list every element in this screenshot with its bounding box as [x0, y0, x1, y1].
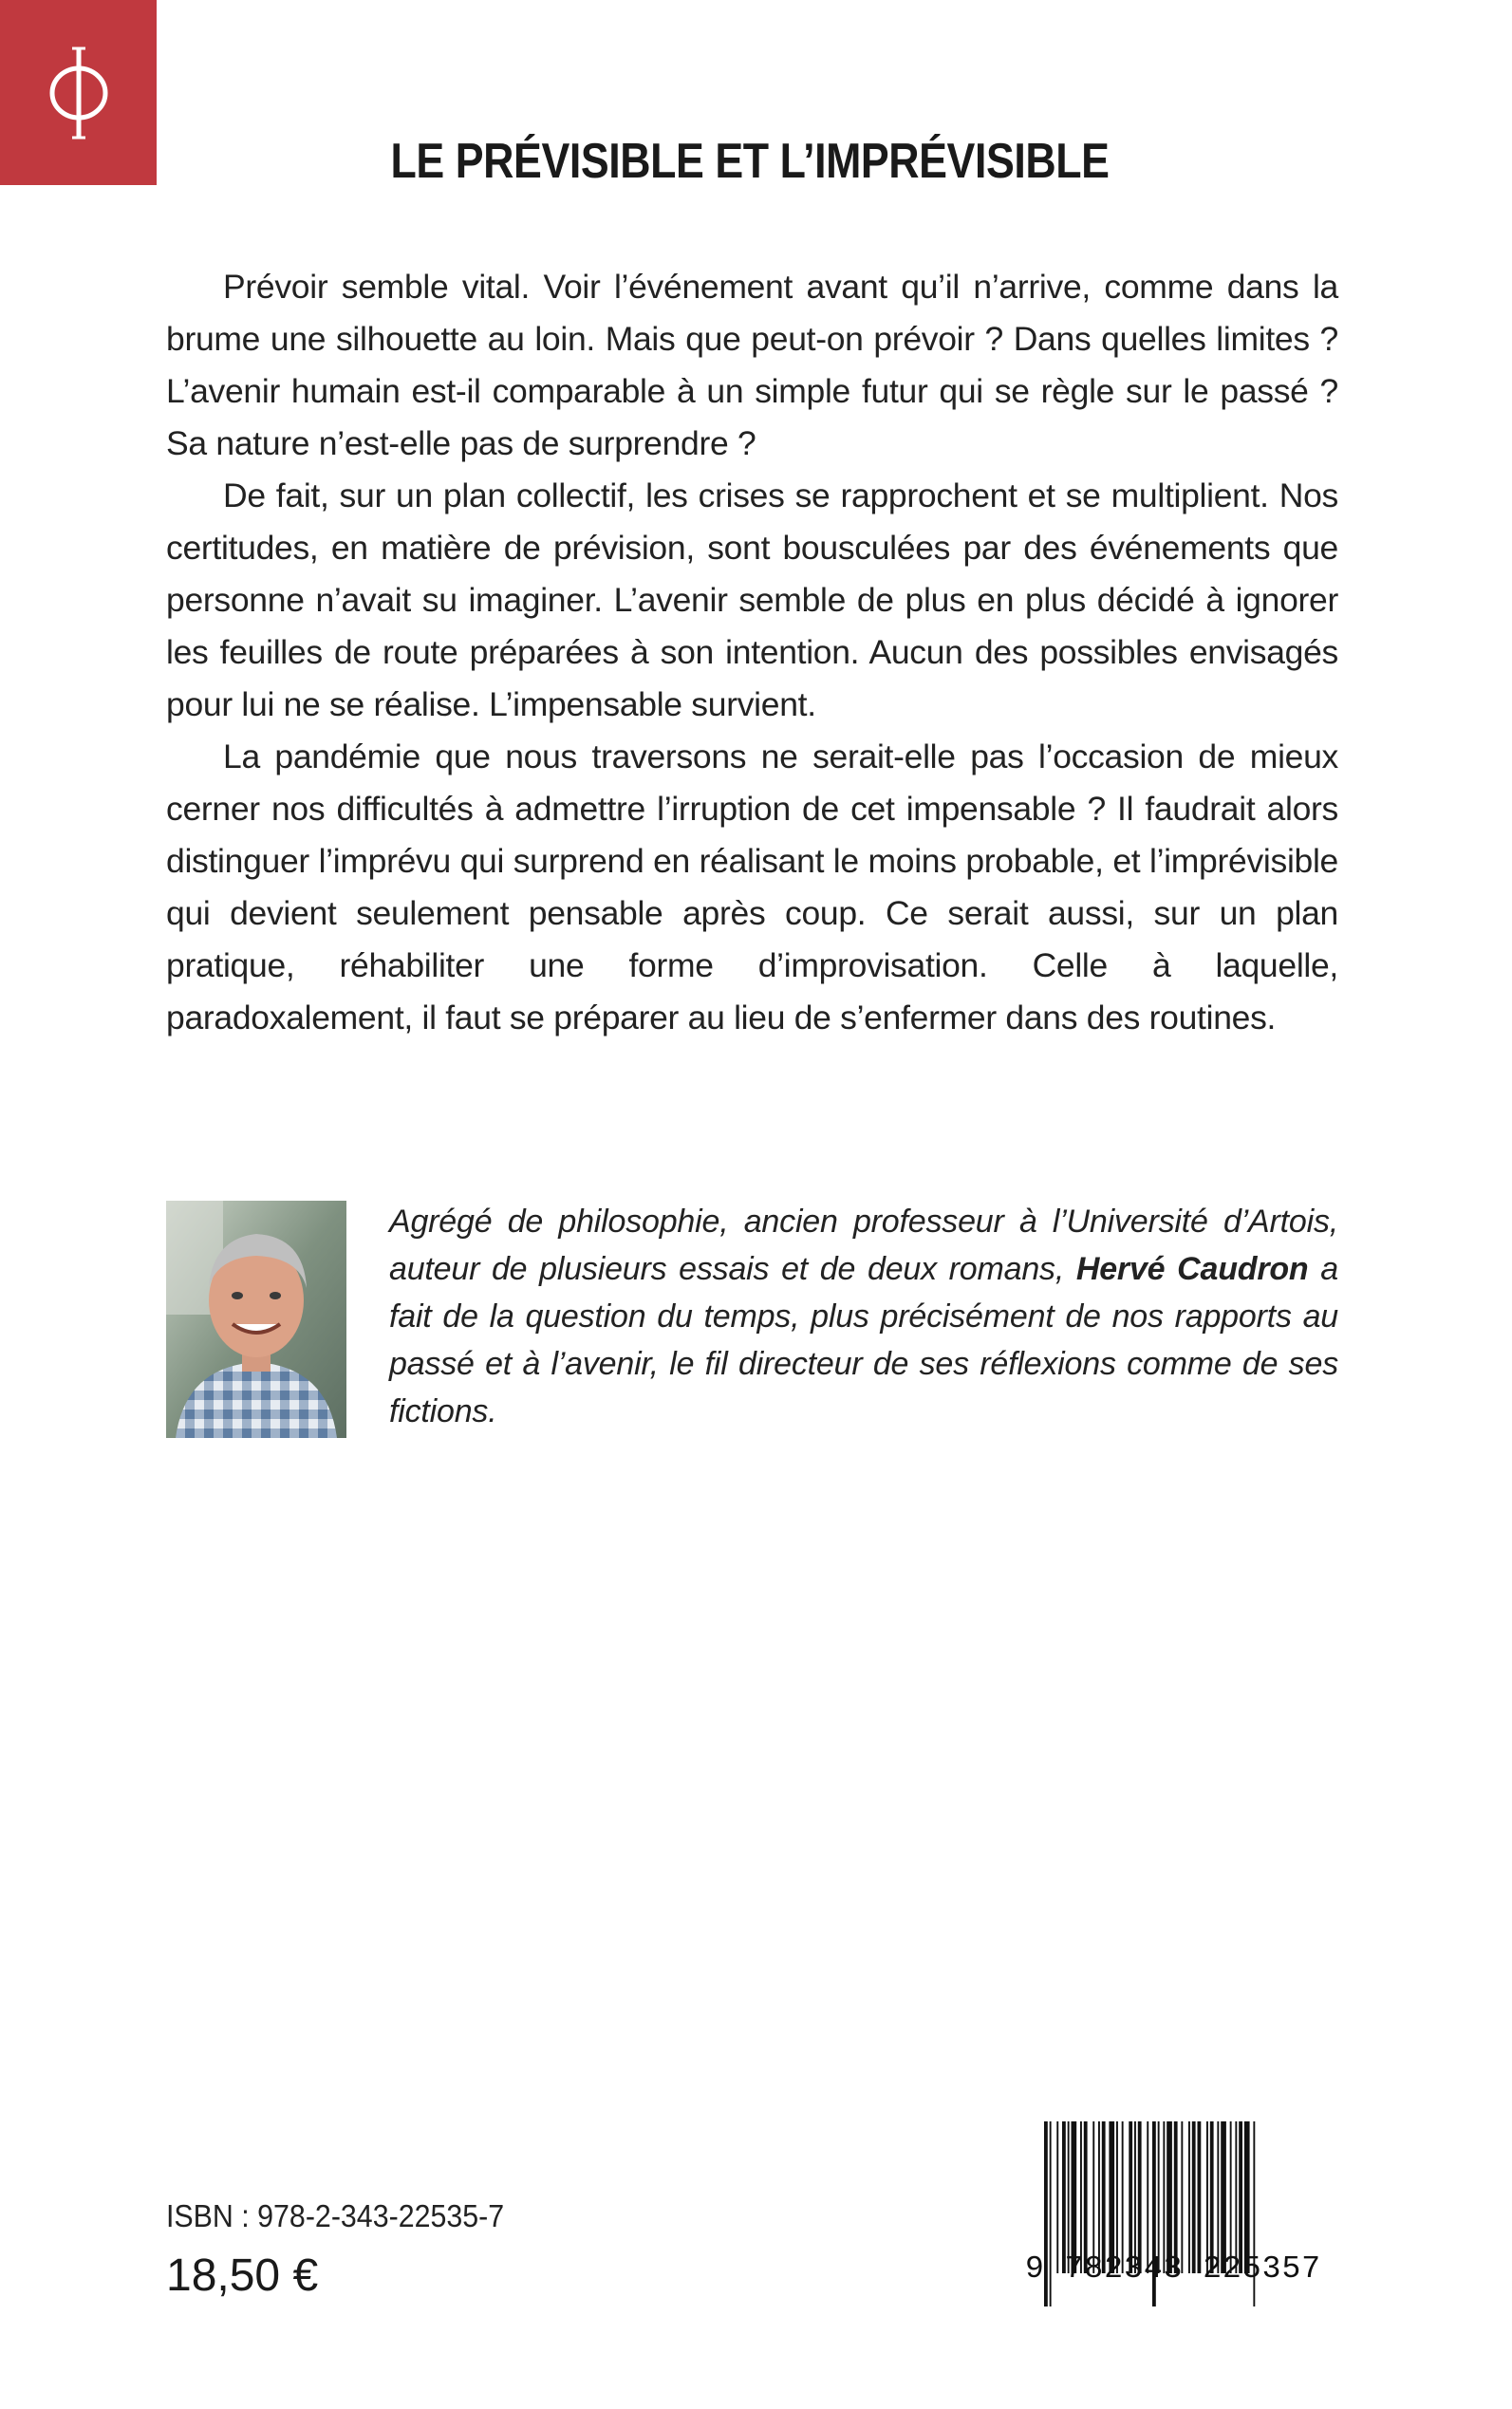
barcode-bar — [1167, 2121, 1172, 2273]
book-title: LE PRÉVISIBLE ET L’IMPRÉVISIBLE — [390, 134, 1110, 189]
barcode-bar — [1206, 2121, 1208, 2273]
barcode-bar — [1235, 2121, 1237, 2273]
barcode-bar — [1134, 2121, 1136, 2273]
barcode-bar — [1158, 2121, 1160, 2273]
barcode-bar — [1102, 2121, 1106, 2273]
barcode-bar — [1163, 2121, 1165, 2273]
barcode-bar — [1056, 2121, 1058, 2273]
barcode-bar — [1210, 2121, 1214, 2273]
author-bio-intro: Agrégé de philosophie, ancien professeur à l’Université d’Artois, auteur de plusieurs essais et de deux romans, — [389, 1204, 1338, 1287]
author-portrait-photo — [166, 1201, 346, 1438]
barcode-bar — [1192, 2121, 1196, 2273]
barcode-bar — [1230, 2121, 1232, 2273]
isbn-label: ISBN : 978-2-343-22535-7 — [166, 2198, 505, 2233]
back-cover-blurb — [166, 261, 1338, 1044]
barcode-bar — [1174, 2121, 1178, 2273]
barcode-bar — [1188, 2121, 1190, 2273]
barcode-bar — [1072, 2121, 1077, 2273]
barcode-bar — [1068, 2121, 1070, 2273]
phi-symbol-icon — [41, 41, 117, 145]
barcode-bar — [1116, 2121, 1118, 2273]
barcode-bar — [1221, 2121, 1226, 2273]
barcode-bar — [1092, 2121, 1094, 2273]
barcode-bar — [1080, 2121, 1082, 2273]
author-name: Hervé Caudron — [1075, 1251, 1309, 1287]
barcode-bar — [1138, 2121, 1142, 2273]
barcode-bar — [1062, 2121, 1066, 2273]
blurb-paragraph-2: De fait, sur un plan collectif, les crises se rapprochent et se multiplient. Nos certitudes, en matière de prévision, sont bousculées par des événements que personne n’avait su imaginer. L’avenir semble de plus en plus décidé à ignorer les feuilles de route préparées à son intention. Aucun des possibles envisagés pour lui ne se réalise. L’impensable survient. — [166, 476, 1338, 723]
barcode-bar — [1198, 2121, 1202, 2273]
barcode-bar — [1084, 2121, 1088, 2273]
price-label: 18,50 € — [166, 2250, 319, 2301]
barcode-bar — [1109, 2121, 1114, 2273]
barcode-bar — [1239, 2121, 1242, 2273]
barcode-bar — [1147, 2121, 1148, 2273]
author-bio-rest: a fait de la question du temps, plus précisément de nos rapports au passé et à l’avenir, le fil directeur de ses réflexions comme de ses fictions. — [389, 1251, 1338, 1429]
barcode-bar — [1122, 2121, 1124, 2273]
barcode-bar — [1129, 2121, 1132, 2273]
barcode-bar — [1181, 2121, 1183, 2273]
barcode-bar — [1217, 2121, 1219, 2273]
blurb-paragraph-3: La pandémie que nous traversons ne serait-elle pas l’occasion de mieux cerner nos difficultés à admettre l’irruption de cet impensable ? Il faudrait alors distinguer l’imprévu qui surprend en réalisant le moins probable, et l’imprévisible qui devient seulement pensable après coup. Ce serait aussi, sur un plan pratique, réhabiliter une forme d’improvisation. Celle à laquelle, paradoxalement, il faut se préparer au lieu de s’enfermer dans des routines. — [166, 738, 1338, 1036]
barcode-digits: 9 782343 225357 — [1025, 2251, 1322, 2287]
barcode-bar — [1098, 2121, 1100, 2273]
barcode-bar — [1244, 2121, 1250, 2273]
publisher-logo — [0, 0, 157, 185]
author-bio — [389, 1198, 1338, 1435]
blurb-paragraph-1: Prévoir semble vital. Voir l’événement avant qu’il n’arrive, comme dans la brume une silhouette au loin. Mais que peut-on prévoir ? Dans quelles limites ? L’avenir humain est-il comparable à un simple futur qui se règle sur le passé ? Sa nature n’est-elle pas de surprendre ? — [166, 268, 1338, 462]
